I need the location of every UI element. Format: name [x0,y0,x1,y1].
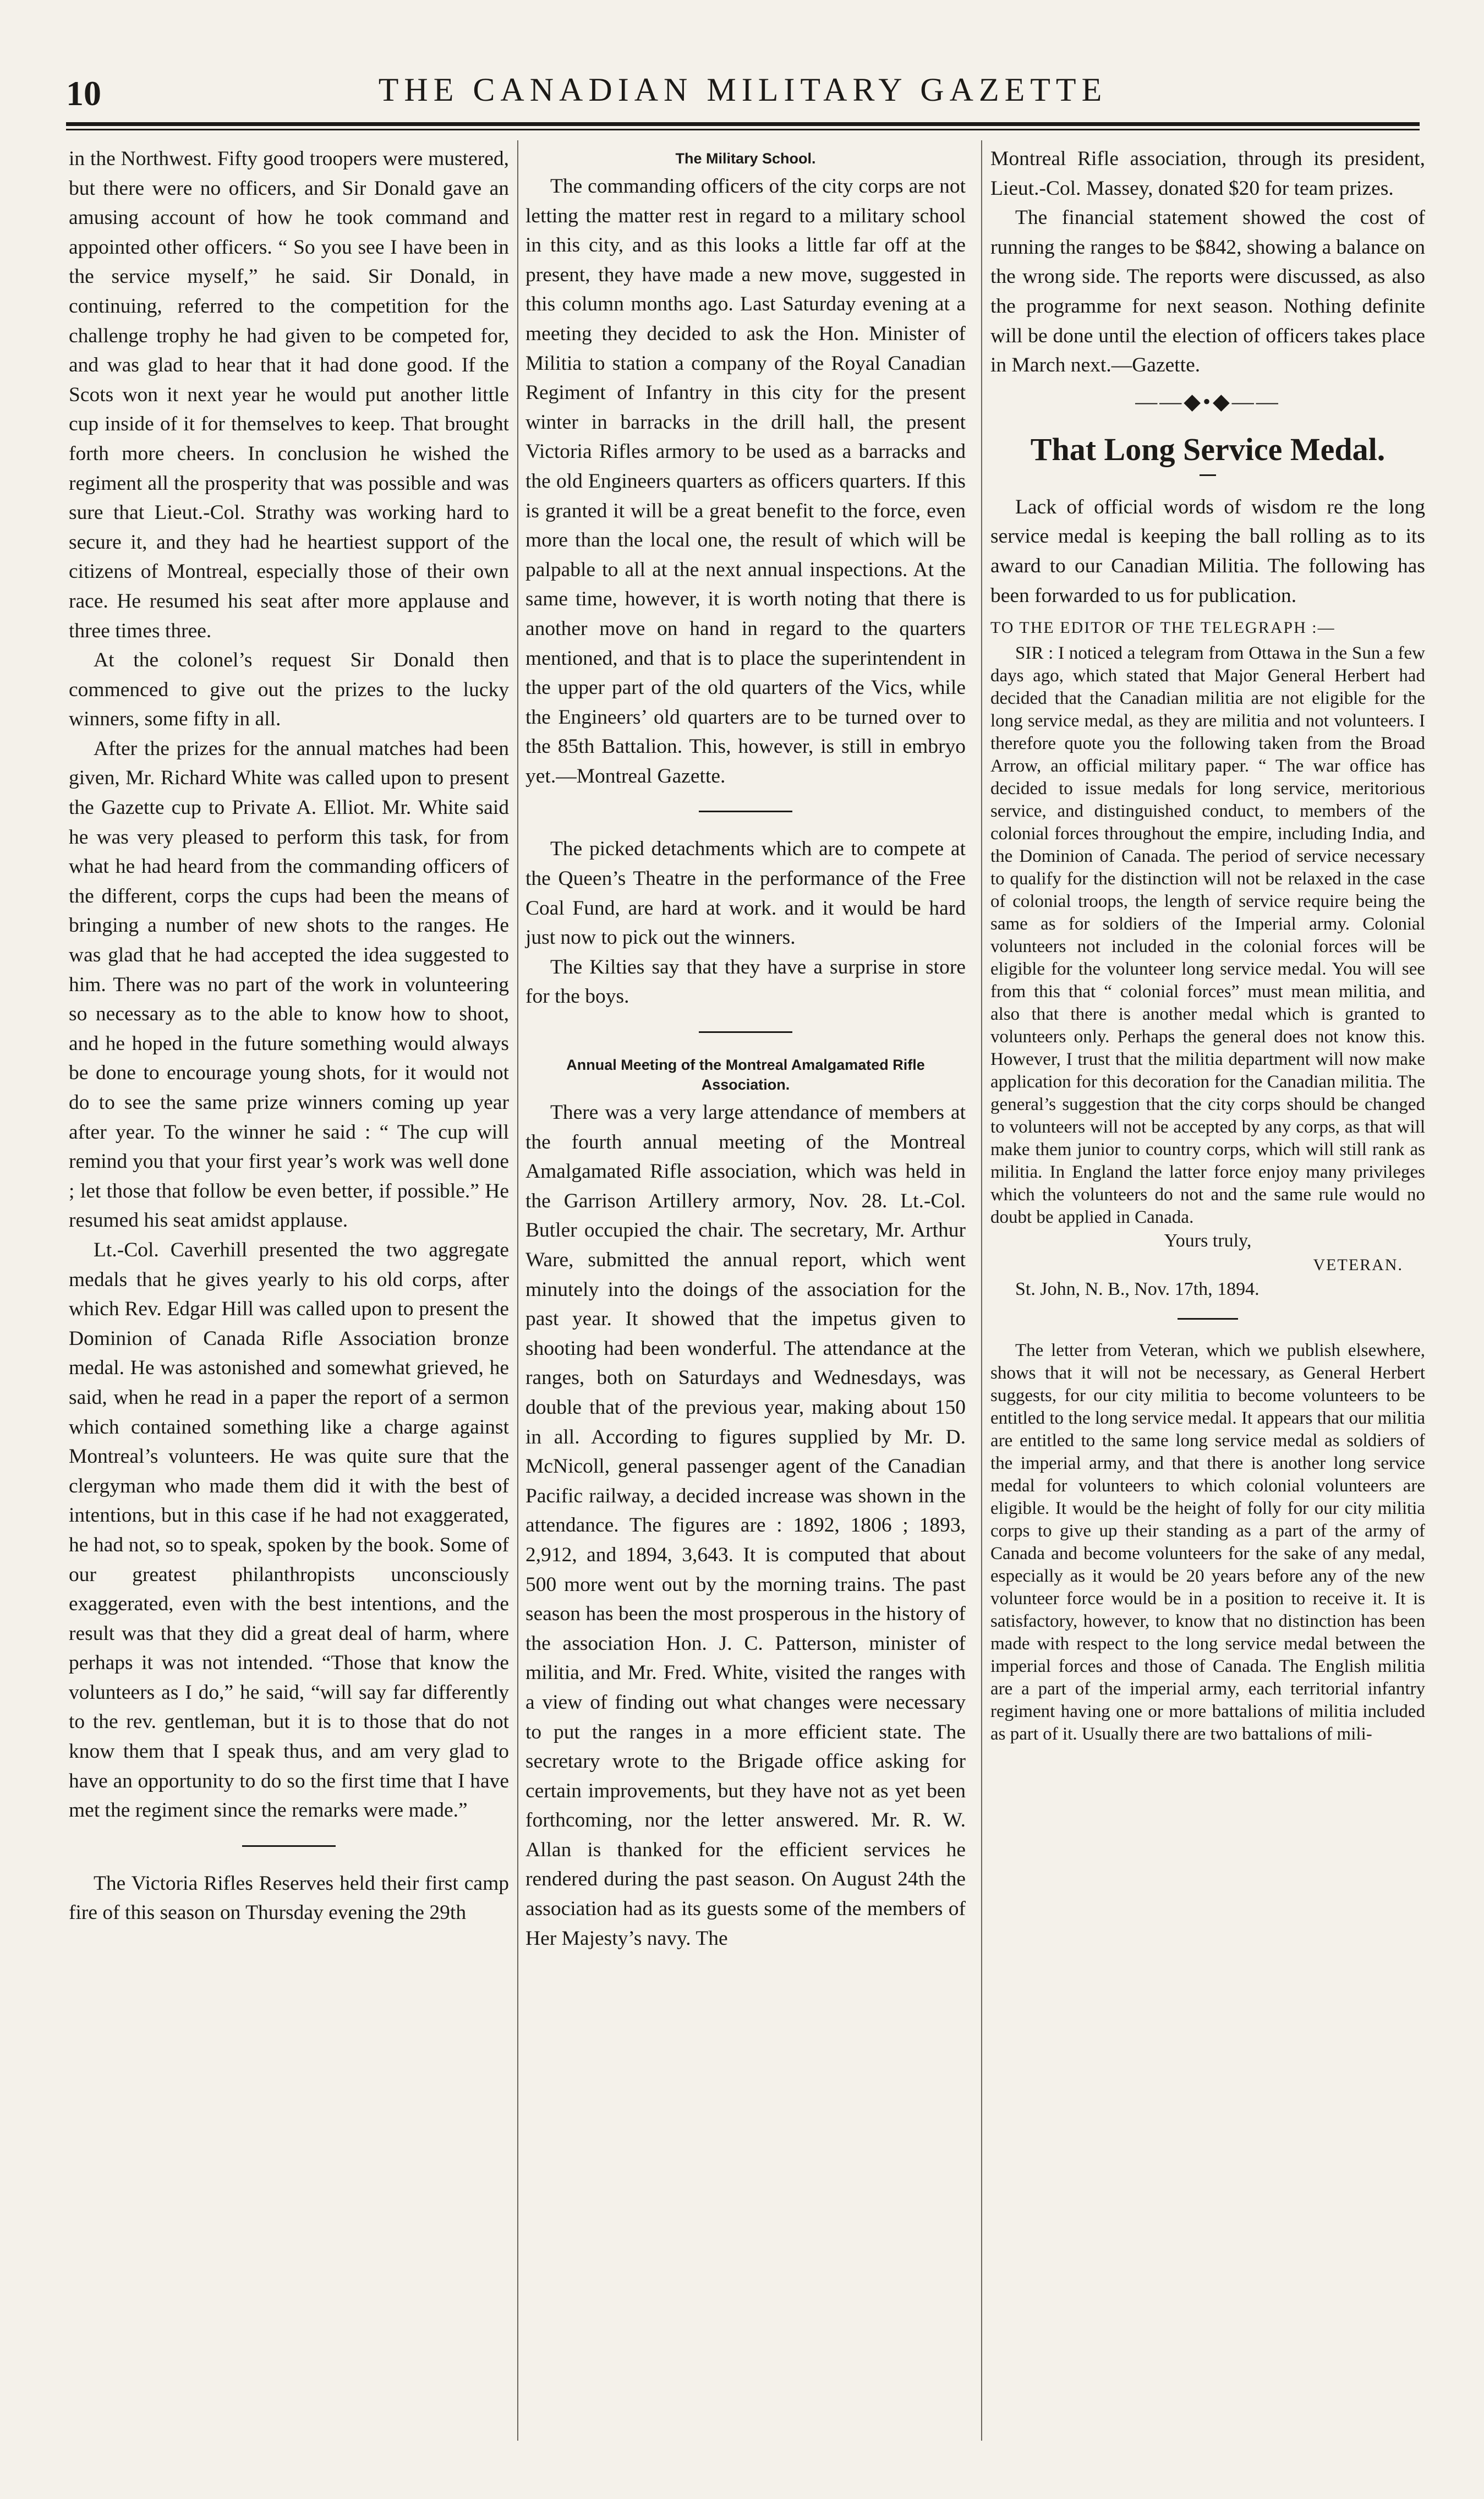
article-paragraph: The Kilties say that they have a surprise in store for the boys. [525,955,966,1008]
article-paragraph: The financial statement showed the cost of running the ranges to be $842, showing a balance on the wrong side. The reports were discussed, as also the programme for next season. Nothing definite will be done until the election of officers takes place in March next.—Gazette. [990,206,1425,377]
page-number: 10 [66,74,101,113]
masthead-rule-thick [66,122,1420,126]
headline-rifle-association: Annual Meeting of the Montreal Amalgamated Rifle Association. [566,1057,925,1093]
masthead [66,69,1420,118]
article-paragraph: Lack of official words of wisdom re the long service medal is keeping the ball rolling as to its award to our Canadian Militia. The following has been forwarded to us for publication. [990,495,1425,607]
ornament-divider: ——◆•◆—— [1135,389,1280,414]
column-3 [990,144,1425,1746]
article-paragraph: The picked detachments which are to compete at the Queen’s Theatre in the performance of the Free Coal Fund, are hard at work. and it would be hard just now to pick out the winners. [525,838,966,949]
article-paragraph: in the Northwest. Fifty good troopers were mustered, but there were no officers, and Sir Donald gave an amusing account of how he took command and appointed other officers. “ So you see I have been in the service myself,” he said. Sir Donald, in continuing, referred to the competition for the challenge trophy he had given to be competed for, and was glad to hear that it had done good. If the Scots won it next year he would put another little cup inside of it for themselves to keep. That brought forth more cheers. In conclusion he wished the regiment all the prosperity that was possible and was sure that Lieut.-Col. Strathy was working hard to secure it, and they had he heartiest support of the citizens of Montreal, especially those of their own race. He resumed his seat after more applause and three times three. [69,147,509,642]
article-paragraph: The Victoria Rifles Reserves held their first camp fire of this season on Thursday evening the 29th [69,1872,509,1924]
column-2 [525,144,966,1953]
editorial-paragraph: The letter from Veteran, which we publish elsewhere, shows that it will not be necessary, as General Herbert suggests, for our city militia to become volunteers to be entitled to the long service medal. It appears that our militia are entitled to the same long service medal as soldiers of the imperial army, and that there is another long service medal for volunteers to which colonial volunteers are eligible. It would be the height of folly for our city militia corps to give up their standing as a part of the army of Canada and become volunteers for the sake of any medal, especially as it would be 20 years before any of the new volunteer force would be in a position to receive it. It is satisfactory, however, to know that no distinction has been made with respect to the long service medal between the imperial forces and those of Canada. The English militia are a part of the imperial army, each territorial infantry regiment having one or more battalions of militia included as part of it. Usually there are two battalions of mili- [990,1341,1425,1745]
letter-signer: VETERAN. [1313,1256,1403,1275]
headline-military-school: The Military School. [675,150,816,167]
article-paragraph: Lt.-Col. Caverhill presented the two aggregate medals that he gives yearly to his old corps, after which Rev. Edgar Hill was called upon to present the Dominion of Canada Rifle Association bronze medal. He was astonished and somewhat grieved, he said, when he read in a paper the report of a sermon which contained something like a charge against Montreal’s volunteers. He was quite sure that the clergyman who made them did it with the best of intentions, but in this case if he had not exaggerated, he had not, so to speak, spoken by the book. Some of our greatest philanthropists unconsciously exaggerated, even with the best intentions, and the result was that they did a great deal of harm, where perhaps it was not intended. “Those that know the volunteers as I do,” he said, “will say far differently to the rev. gentleman, but it is to those that do not know them that I speak thus, and am very glad to have an opportunity to do so the first time that I have met the regiment since the remarks were made.” [69,1238,509,1822]
article-paragraph: At the colonel’s request Sir Donald then commenced to give out the prizes to the lucky winners, some fifty in all. [69,649,509,731]
column-1 [69,144,509,1928]
publication-title: THE CANADIAN MILITARY GAZETTE [378,72,1108,108]
article-paragraph: There was a very large attendance of members at the fourth annual meeting of the Montreal Amalgamated Rifle association, which was held in the Garrison Artillery armory, Nov. 28. Lt.-Col. Butler occupied the chair. The secretary, Mr. Arthur Ware, submitted the annual report, which went minutely into the doings of the association for the past year. It showed that the impetus given to shooting had been wonderful. The attendance at the ranges, both on Saturdays and Wednesdays, was double that of the previous year, making about 150 in all. According to figures supplied by Mr. D. McNicoll, general passenger agent of the Canadian Pacific railway, a decided increase was shown in the attendance. The figures are : 1892, 1806 ; 1893, 2,912, and 1894, 3,643. It is computed that about 500 more went out by the morning trains. The past season has been the most prosperous in the history of the association Hon. J. C. Patterson, minister of militia, and Mr. Fred. White, visited the ranges with a view of finding out what changes were necessary to put the ranges in a more efficient state. The secretary wrote to the Brigade office asking for certain improvements, but they have not as yet been forthcoming, nor the letter answered. Mr. R. W. Allan is thanked for the efficient services he rendered during the past season. On August 24th the association had as its guests some of the members of Her Majesty’s navy. The [525,1101,966,1950]
section-rule [699,1031,792,1033]
section-rule [242,1845,336,1847]
headline-long-service-medal: That Long Service Medal. [1030,431,1386,467]
headline-underline [1200,474,1216,476]
article-paragraph: The commanding officers of the city corps are not letting the matter rest in regard to a military school in this city, and as this looks a little far off at the present, they have made a new move, suggested in this column months ago. Last Saturday evening at a meeting they decided to ask the Hon. Minister of Militia to station a company of the Royal Canadian Regiment of Infantry in this city for the present winter in barracks in the drill hall, the present Victoria Rifles armory to be used as a barracks and the old Engineers quarters as officers quarters. If this is granted it will be a great benefit to the force, even more than the local one, the result of which will be palpable to all at the next annual inspections. At the same time, however, it is worth noting that there is another move on hand in regard to the quarters mentioned, and that is to place the superintendent in the upper part of the old quarters of the Vics, while the Engineers’ old quarters are to be turned over to the 85th Battalion. This, however, is still in embryo yet.—Montreal Gazette. [525,175,966,788]
letter-closing: Yours truly, [1164,1231,1252,1251]
section-rule [1178,1318,1238,1320]
column-divider-2 [981,140,982,2441]
letter-salutation: TO THE EDITOR OF THE TELEGRAPH :— [990,619,1335,637]
column-divider-1 [517,140,518,2441]
section-rule [699,811,792,812]
article-paragraph: Montreal Rifle association, through its president, Lieut.-Col. Massey, donated $20 for team prizes. [990,147,1425,200]
masthead-rule-thin [66,129,1420,130]
letter-dateline: St. John, N. B., Nov. 17th, 1894. [1015,1279,1260,1300]
article-paragraph: After the prizes for the annual matches had been given, Mr. Richard White was called upon to present the Gazette cup to Private A. Elliot. Mr. White said he was very pleased to perform this task, for from what he had heard from the commanding officers of the different, corps the cups had been the means of bringing a number of new shots to the ranges. He was glad that he had accepted the idea suggested to him. There was no part of the work in volunteering so necessary as to the able to know how to shoot, and he hoped in the future something would always be done to encourage young shots, for it would not do to see the same prize winners coming up year after year. To the winner he said : “ The cup will remind you that your first year’s work was well done ; let those that follow be even better, if possible.” He resumed his seat amidst applause. [69,737,509,1232]
letter-body: SIR : I noticed a telegram from Ottawa in the Sun a few days ago, which stated that Major General Herbert had decided that the Canadian militia are not eligible for the long service medal, as they are militia and not volunteers. I therefore quote you the following taken from the Broad Arrow, an official military paper. “ The war office has decided to issue medals for long service, meritorious service, and distinguished conduct, to members of the colonial forces throughout the empire, including India, and the Dominion of Canada. The period of service necessary to qualify for the distinction will not be relaxed in the case of colonial troops, the length of service require being the same as for soldiers of the Imperial army. Colonial volunteers not included in the colonial forces will be eligible for the volunteer long service medal. You will see from this that “ colonial forces” must mean militia, and also that there is another medal which is granted to volunteers only. Perhaps the general does not know this. However, I trust that the militia department will now make application for this decoration for the Canadian militia. The general’s suggestion that the city corps should be changed to volunteers will not be accepted by any corps, as that will make them junior to country corps, which will still rank as militia. In England the latter force enjoy many privileges which the volunteers do not and the same rule would no doubt be applied in Canada. [990,643,1425,1228]
